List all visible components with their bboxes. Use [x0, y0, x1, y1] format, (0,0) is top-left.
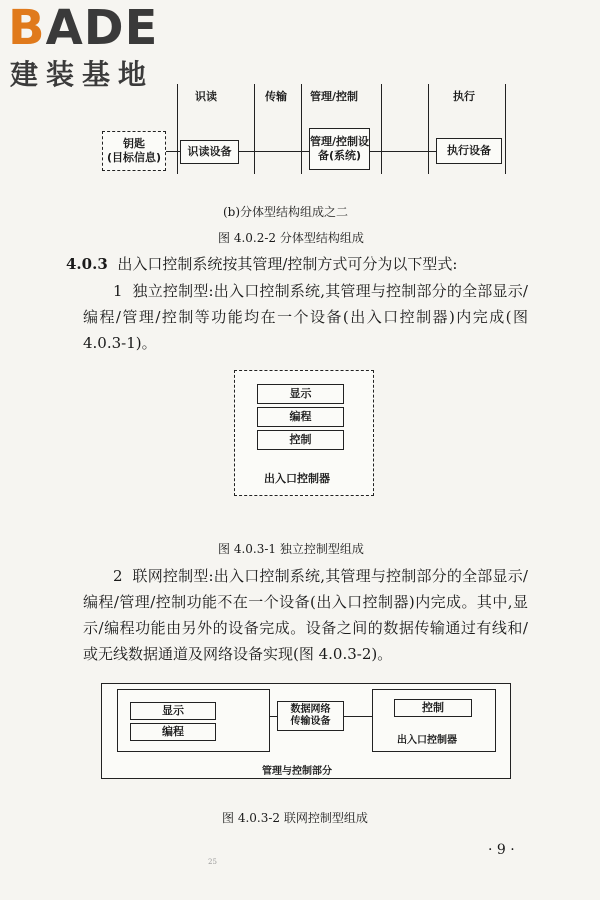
divider — [428, 84, 429, 174]
display-program-group — [117, 689, 270, 752]
management-box: 管理/控制设 备(系统) — [309, 128, 370, 170]
item-1-paragraph: 1 独立控制型:出入口控制系统,其管理与控制部分的全部显示/编程/管理/控制等功能均在一个设备(出入口控制器)内完成(图 4.0.3-1)。 — [83, 282, 528, 352]
reader-box: 识读设备 — [180, 140, 239, 164]
item-2-paragraph: 2 联网控制型:出入口控制系统,其管理与控制部分的全部显示/编程/管理/控制功能不在一个设备(出入口控制器)内完成。其中,显示/编程功能由另外的设备完成。设备之间的数据传输通过有线和/或无线数据通道及网络设备实现(图 4.0.3-2)。 — [83, 567, 528, 663]
stage-transmit: 传输 — [265, 90, 287, 103]
connector — [239, 151, 309, 152]
display-row: 显示 — [257, 384, 344, 404]
footer-mark: 25 — [208, 858, 217, 866]
figure-caption: 图 4.0.2-2 分体型结构组成 — [218, 231, 364, 245]
connector — [344, 716, 372, 717]
figure-caption: 图 4.0.3-2 联网控制型组成 — [222, 811, 368, 825]
display-row: 显示 — [130, 702, 216, 720]
divider — [254, 84, 255, 174]
connector — [166, 151, 180, 152]
page-number: · 9 · — [488, 842, 515, 858]
brand-logo: BADE — [8, 0, 159, 56]
network-device-box: 数据网络 传输设备 — [277, 701, 344, 731]
stage-read: 识读 — [195, 90, 217, 103]
controller-label: 出入口控制器 — [264, 472, 330, 485]
program-row: 编程 — [257, 407, 344, 427]
key-box: 钥匙 (目标信息) — [102, 131, 166, 171]
divider — [505, 84, 506, 174]
connector — [370, 151, 436, 152]
brand-subtitle: 建装基地 — [10, 58, 155, 91]
program-row: 编程 — [130, 723, 216, 741]
section-heading: 4.0.3 出入口控制系统按其管理/控制方式可分为以下型式: — [66, 255, 458, 273]
divider — [381, 84, 382, 174]
controller-label: 出入口控制器 — [397, 735, 457, 746]
stage-manage: 管理/控制 — [310, 90, 359, 103]
figure-subcaption: (b)分体型结构组成之二 — [223, 205, 349, 219]
management-label: 管理与控制部分 — [262, 766, 332, 777]
divider — [301, 84, 302, 174]
control-row: 控制 — [257, 430, 344, 450]
executor-box: 执行设备 — [436, 138, 502, 164]
control-row: 控制 — [394, 699, 472, 717]
figure-caption: 图 4.0.3-1 独立控制型组成 — [218, 542, 364, 556]
divider — [177, 84, 178, 174]
connector — [270, 716, 277, 717]
stage-execute: 执行 — [453, 90, 475, 103]
